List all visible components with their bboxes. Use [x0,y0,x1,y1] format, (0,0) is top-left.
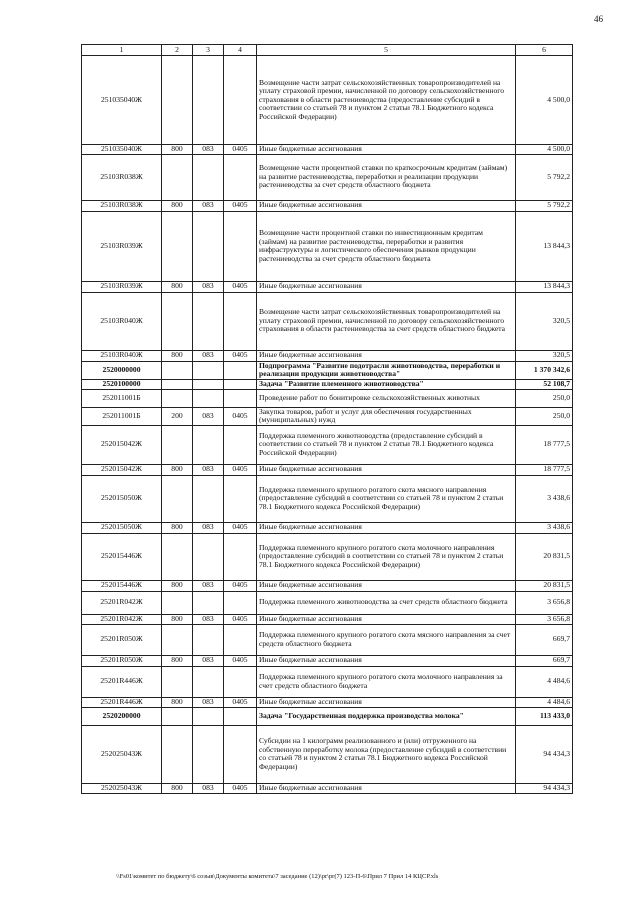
description-cell: Иные бюджетные ассигнования [257,464,516,475]
description-cell: Иные бюджетные ассигнования [257,145,516,155]
target-code-cell: 25201R042Ж [82,614,162,624]
description-cell: Иные бюджетные ассигнования [257,200,516,211]
department-cell [193,666,224,697]
expense-type-cell: 800 [162,655,193,666]
amount-cell: 320,5 [516,350,573,361]
description-cell: Задача "Государственная поддержка производства молока" [257,707,516,725]
target-code-cell: 252015446Ж [82,533,162,580]
table-row [82,145,573,155]
table-row [82,666,573,697]
target-code-cell: 252011001Б [82,407,162,425]
table-row [82,379,573,389]
department-cell: 083 [193,200,224,211]
section-cell [224,292,257,350]
department-cell: 083 [193,783,224,793]
section-cell [224,725,257,783]
target-code-cell: 2520200000 [82,707,162,725]
department-cell [193,379,224,389]
expense-type-cell [162,624,193,655]
section-cell: 0405 [224,580,257,591]
section-cell [224,211,257,281]
target-code-cell: 25201R050Ж [82,624,162,655]
amount-cell: 669,7 [516,624,573,655]
table-row [82,425,573,464]
amount-cell: 5 792,2 [516,200,573,211]
expense-type-cell: 800 [162,614,193,624]
amount-cell: 94 434,3 [516,783,573,793]
section-cell: 0405 [224,614,257,624]
column-header-2: 2 [162,45,193,56]
amount-cell: 320,5 [516,292,573,350]
target-code-cell: 25201R446Ж [82,666,162,697]
table-row [82,200,573,211]
target-code-cell: 25201R050Ж [82,655,162,666]
description-cell: Иные бюджетные ассигнования [257,522,516,533]
department-cell [193,56,224,145]
description-cell: Иные бюджетные ассигнования [257,697,516,707]
section-cell: 0405 [224,655,257,666]
description-cell: Задача "Развитие племенного животноводства" [257,379,516,389]
target-code-cell: 252025043Ж [82,725,162,783]
section-cell: 0405 [224,697,257,707]
department-cell [193,211,224,281]
target-code-cell: 251035040Ж [82,56,162,145]
expense-type-cell [162,56,193,145]
table-row [82,522,573,533]
table-row [82,475,573,522]
column-header-6: 6 [516,45,573,56]
description-cell: Субсидии на 1 килограмм реализованного и (или) отгруженного на собственную переработку молока (предоставление субсидий в соответствии со статьей 78 и пунктом 2 статьи 78.1 Бюджетного кодекса Российской Федерации) [257,725,516,783]
amount-cell: 250,0 [516,407,573,425]
description-cell: Иные бюджетные ассигнования [257,655,516,666]
table-row [82,350,573,361]
department-cell: 083 [193,145,224,155]
department-cell: 083 [193,350,224,361]
amount-cell: 250,0 [516,389,573,407]
target-code-cell: 251035040Ж [82,145,162,155]
section-cell: 0405 [224,522,257,533]
amount-cell: 94 434,3 [516,725,573,783]
expense-type-cell: 800 [162,281,193,292]
expense-type-cell [162,666,193,697]
table-row [82,56,573,145]
description-cell: Поддержка племенного животноводства (предоставление субсидий в соответствии со статьей 78 и пунктом 2 статьи 78.1 Бюджетного кодекса Российской Федерации) [257,425,516,464]
amount-cell: 52 108,7 [516,379,573,389]
table-row [82,281,573,292]
department-cell: 083 [193,407,224,425]
table-row [82,614,573,624]
target-code-cell: 25103R039Ж [82,281,162,292]
expense-type-cell [162,725,193,783]
expense-type-cell: 800 [162,580,193,591]
department-cell [193,725,224,783]
description-cell: Закупка товаров, работ и услуг для обеспечения государственных (муниципальных) нужд [257,407,516,425]
expense-type-cell: 800 [162,522,193,533]
target-code-cell: 25103R039Ж [82,211,162,281]
section-cell [224,591,257,614]
column-header-3: 3 [193,45,224,56]
amount-cell: 13 844,3 [516,211,573,281]
description-cell: Поддержка племенного животноводства за счет средств областного бюджета [257,591,516,614]
table-row [82,211,573,281]
description-cell: Подпрограмма "Развитие подотрасли животноводства, переработки и реализации продукции животноводства" [257,361,516,379]
amount-cell: 4 500,0 [516,145,573,155]
amount-cell: 13 844,3 [516,281,573,292]
target-code-cell: 252015446Ж [82,580,162,591]
target-code-cell: 252015050Ж [82,522,162,533]
table-header-row [82,45,573,56]
section-cell [224,475,257,522]
table-row [82,591,573,614]
target-code-cell: 25201R446Ж [82,697,162,707]
table-row [82,389,573,407]
amount-cell: 4 484,6 [516,697,573,707]
amount-cell: 3 656,8 [516,614,573,624]
budget-table [81,44,573,794]
column-header-1: 1 [82,45,162,56]
section-cell [224,425,257,464]
description-cell: Иные бюджетные ассигнования [257,281,516,292]
amount-cell: 113 433,0 [516,707,573,725]
table-row [82,407,573,425]
amount-cell: 4 484,6 [516,666,573,697]
department-cell: 083 [193,655,224,666]
section-cell [224,533,257,580]
target-code-cell: 252015050Ж [82,475,162,522]
department-cell [193,624,224,655]
department-cell: 083 [193,464,224,475]
department-cell [193,591,224,614]
amount-cell: 20 831,5 [516,580,573,591]
table-row [82,292,573,350]
table-row [82,624,573,655]
target-code-cell: 2520100000 [82,379,162,389]
target-code-cell: 252025043Ж [82,783,162,793]
department-cell [193,425,224,464]
amount-cell: 1 370 342,6 [516,361,573,379]
section-cell: 0405 [224,407,257,425]
expense-type-cell [162,533,193,580]
section-cell: 0405 [224,200,257,211]
expense-type-cell [162,591,193,614]
section-cell [224,379,257,389]
section-cell [224,389,257,407]
expense-type-cell: 800 [162,697,193,707]
expense-type-cell: 800 [162,200,193,211]
department-cell [193,292,224,350]
department-cell: 083 [193,697,224,707]
description-cell: Поддержка племенного крупного рогатого скота мясного направления (предоставление субсидий в соответствии со статьей 78 и пунктом 2 статьи 78.1 Бюджетного кодекса Российской Федерации) [257,475,516,522]
page-number: 46 [594,14,603,24]
amount-cell: 5 792,2 [516,154,573,200]
description-cell: Проведение работ по бонитировке сельскохозяйственных животных [257,389,516,407]
description-cell: Поддержка племенного крупного рогатого скота молочного направления (предоставление субсидий в соответствии со статьей 78 и пунктом 2 статьи 78.1 Бюджетного кодекса Российской Федерации) [257,533,516,580]
section-cell [224,154,257,200]
file-path-footer: \\Fs01\комитет по бюджету\6 созыв\Документы комитета\7 заседание (12)\pr\pr(7) 123-П-6\Прил 7 Прил 14 КЦСР.xls [116,873,439,880]
department-cell [193,154,224,200]
table-row [82,533,573,580]
section-cell: 0405 [224,281,257,292]
expense-type-cell [162,389,193,407]
table-row [82,464,573,475]
table-row [82,655,573,666]
target-code-cell: 25103R040Ж [82,350,162,361]
table-row [82,707,573,725]
amount-cell: 20 831,5 [516,533,573,580]
section-cell [224,624,257,655]
table-row [82,361,573,379]
department-cell [193,361,224,379]
amount-cell: 669,7 [516,655,573,666]
expense-type-cell [162,292,193,350]
amount-cell: 3 438,6 [516,475,573,522]
target-code-cell: 252015042Ж [82,464,162,475]
department-cell [193,707,224,725]
expense-type-cell [162,361,193,379]
expense-type-cell [162,707,193,725]
description-cell: Возмещение части затрат сельскохозяйственных товаропроизводителей на уплату страховой премии, начисленной по договору сельскохозяйственного страхования в области растениеводства за счет средств областного бюджета [257,292,516,350]
department-cell [193,389,224,407]
expense-type-cell [162,211,193,281]
amount-cell: 4 500,0 [516,56,573,145]
description-cell: Поддержка племенного крупного рогатого скота мясного направления за счет средств областного бюджета [257,624,516,655]
column-header-4: 4 [224,45,257,56]
description-cell: Иные бюджетные ассигнования [257,350,516,361]
table-row [82,783,573,793]
expense-type-cell: 800 [162,350,193,361]
section-cell: 0405 [224,464,257,475]
description-cell: Иные бюджетные ассигнования [257,614,516,624]
expense-type-cell [162,379,193,389]
target-code-cell: 25201R042Ж [82,591,162,614]
department-cell: 083 [193,522,224,533]
description-cell: Поддержка племенного крупного рогатого скота молочного направления за счет средств областного бюджета [257,666,516,697]
amount-cell: 3 656,8 [516,591,573,614]
target-code-cell: 252011001Б [82,389,162,407]
expense-type-cell [162,475,193,522]
target-code-cell: 25103R038Ж [82,200,162,211]
section-cell [224,56,257,145]
target-code-cell: 25103R038Ж [82,154,162,200]
expense-type-cell [162,154,193,200]
expense-type-cell: 800 [162,464,193,475]
section-cell: 0405 [224,783,257,793]
department-cell [193,533,224,580]
target-code-cell: 2520000000 [82,361,162,379]
description-cell: Возмещение части затрат сельскохозяйственных товаропроизводителей на уплату страховой премии, начисленной по договору сельскохозяйственного страхования в области растениеводства (предоставление субсидий в соответствии со статьей 78 и пунктом 2 статьи 78.1 Бюджетного кодекса Российской Федерации) [257,56,516,145]
expense-type-cell [162,425,193,464]
amount-cell: 18 777,5 [516,425,573,464]
department-cell: 083 [193,580,224,591]
department-cell: 083 [193,281,224,292]
section-cell: 0405 [224,350,257,361]
table-row [82,154,573,200]
expense-type-cell: 200 [162,407,193,425]
amount-cell: 3 438,6 [516,522,573,533]
amount-cell: 18 777,5 [516,464,573,475]
table-row [82,725,573,783]
description-cell: Возмещение части процентной ставки по инвестиционным кредитам (займам) на развитие растениеводства, переработки и развития инфраструктуры и логистического обеспечения рынков продукции растениеводства за счет средств областного бюджета [257,211,516,281]
target-code-cell: 252015042Ж [82,425,162,464]
description-cell: Иные бюджетные ассигнования [257,580,516,591]
section-cell [224,361,257,379]
section-cell [224,666,257,697]
table-row [82,580,573,591]
target-code-cell: 25103R040Ж [82,292,162,350]
section-cell: 0405 [224,145,257,155]
table-row [82,697,573,707]
column-header-5: 5 [257,45,516,56]
description-cell: Возмещение части процентной ставки по краткосрочным кредитам (займам) на развитие растениеводства, переработки и реализации продукции растениеводства за счет средств областного бюджета [257,154,516,200]
description-cell: Иные бюджетные ассигнования [257,783,516,793]
department-cell: 083 [193,614,224,624]
expense-type-cell: 800 [162,783,193,793]
section-cell [224,707,257,725]
department-cell [193,475,224,522]
expense-type-cell: 800 [162,145,193,155]
